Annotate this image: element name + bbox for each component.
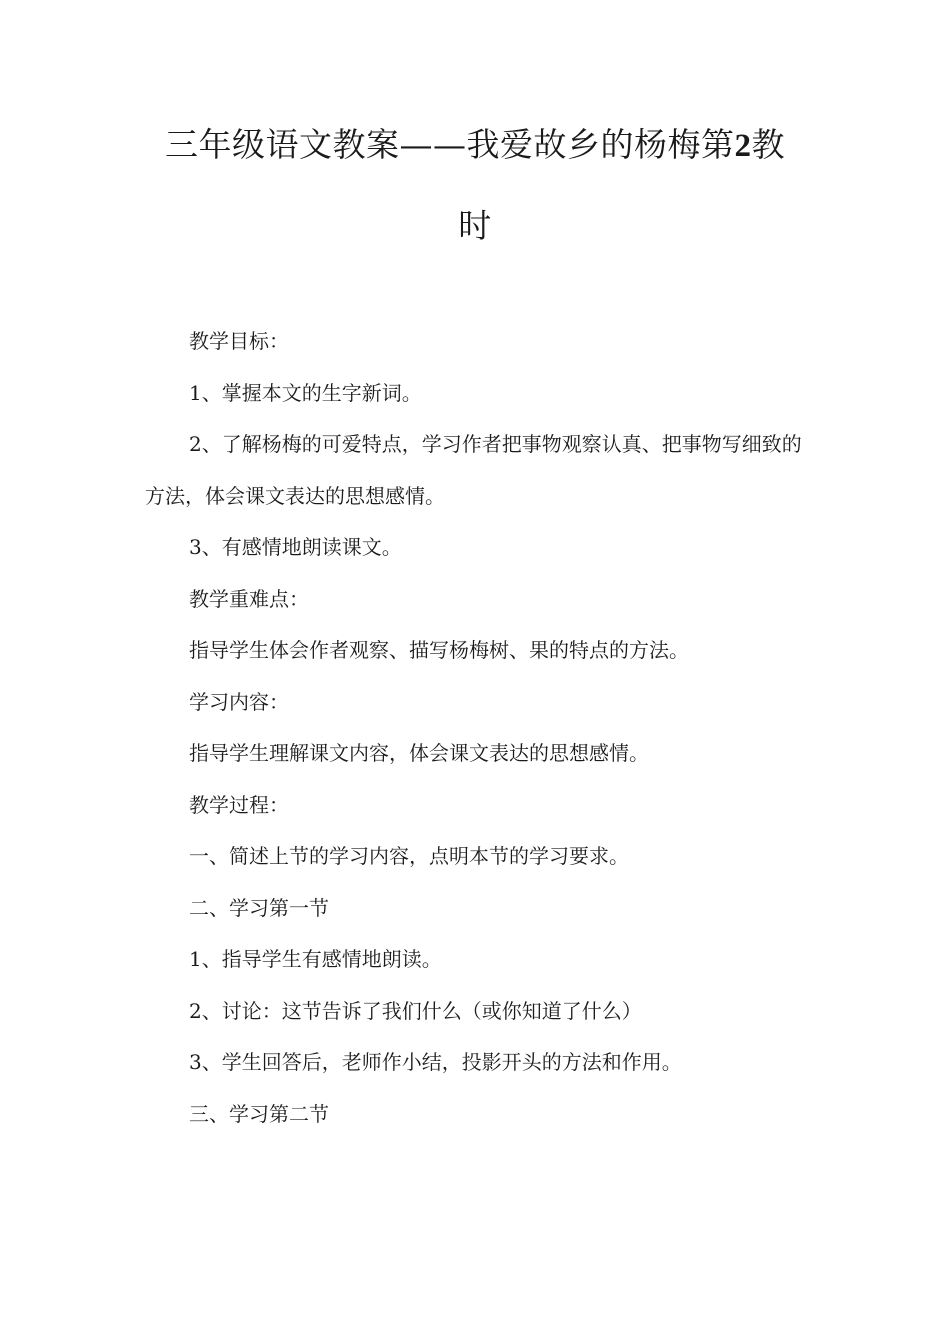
paragraph: 教学过程： xyxy=(189,792,289,817)
paragraph: 3、学生回答后，老师作小结，投影开头的方法和作用。 xyxy=(189,1050,682,1074)
document-title xyxy=(140,105,810,266)
document-body xyxy=(145,316,810,1140)
paragraph: 二、学习第一节 xyxy=(189,895,329,920)
title-number: 2 xyxy=(734,128,752,164)
paragraph: 教学目标： xyxy=(189,329,289,353)
title-text-line2: 时 xyxy=(458,206,492,245)
paragraph: 1、掌握本文的生字新词。 xyxy=(189,380,422,405)
paragraph: 指导学生体会作者观察、描写杨梅树、果的特点的方法。 xyxy=(189,638,689,662)
paragraph: 1、指导学生有感情地朗读。 xyxy=(189,947,442,971)
paragraph: 教学重难点： xyxy=(189,586,309,611)
paragraph: 学习内容： xyxy=(189,689,289,714)
paragraph: 2、了解杨梅的可爱特点，学习作者把事物观察认真、把事物写细致的方法，体会课文表达的思想感情。 xyxy=(145,432,802,508)
title-text-part1: 三年级语文教案——我爱故乡的杨梅第 xyxy=(165,125,735,164)
paragraph: 三、学习第二节 xyxy=(189,1101,329,1126)
paragraph: 3、有感情地朗读课文。 xyxy=(189,535,402,559)
paragraph: 2、讨论：这节告诉了我们什么（或你知道了什么） xyxy=(189,998,642,1023)
title-text-part2: 教 xyxy=(751,125,785,164)
paragraph: 指导学生理解课文内容，体会课文表达的思想感情。 xyxy=(189,741,649,765)
paragraph: 一、简述上节的学习内容，点明本节的学习要求。 xyxy=(189,844,629,868)
